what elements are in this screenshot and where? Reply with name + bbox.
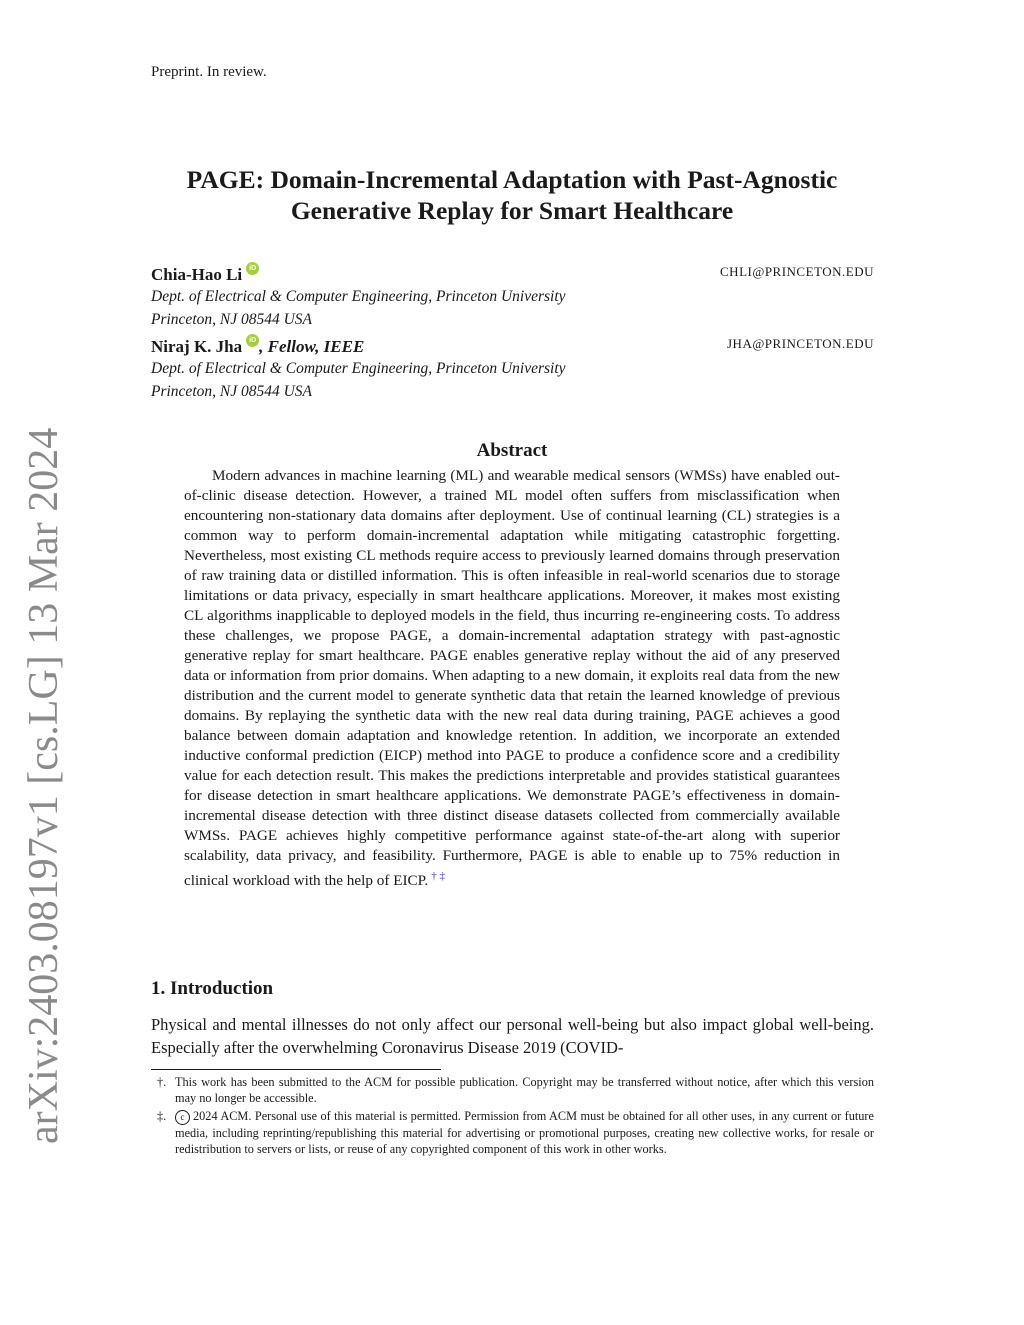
author-1-email[interactable]: CHLI@PRINCETON.EDU [720,264,874,279]
title-line-2: Generative Replay for Smart Healthcare [290,196,734,225]
footnote-1-text: This work has been submitted to the ACM for possible publication. Copyright may be transferred without notice, after which this version may no longer be accessible. [175,1075,874,1105]
author-2 [151,334,874,357]
author-1-affiliation [151,285,566,331]
orcid-icon[interactable]: iD [246,262,259,275]
author-2-title: , Fellow, IEEE [259,337,365,356]
author-2-email[interactable]: JHA@PRINCETON.EDU [727,336,874,351]
author-1 [151,262,874,285]
introduction-body: Physical and mental illnesses do not only affect our personal well-being but also impact global well-being. Especially after the overwhelming Coronavirus Disease 2019 (COVID- [151,1015,874,1057]
preprint-notice: Preprint. In review. [151,64,267,80]
author-2-name: Niraj K. Jha [151,337,243,356]
section-heading-introduction: 1. Introduction [151,978,274,999]
footnote-1 [157,1074,874,1106]
abstract-footnote-marks[interactable]: † ‡ [431,870,445,882]
author-1-affil-dept: Dept. of Electrical & Computer Engineering, Princeton University [151,288,566,305]
abstract-text: Modern advances in machine learning (ML) and wearable medical sensors (WMSs) have enabled out-of-clinic disease detection. However, a trained ML model often suffers from misclassification when encountering non-stationary data domains after deployment. Use of continual learning (CL) strategies is a common way to perform domain-incremental adaptation while mitigating catastrophic forgetting. Nevertheless, most existing CL methods require access to previously learned domains through preservation of raw training data or distilled information. This is often infeasible in real-world scenarios due to storage limitations or data privacy, especially in smart healthcare applications. Moreover, it makes most existing CL algorithms inapplicable to deployed models in the field, thus incurring re-engineering costs. To address these challenges, we propose PAGE, a domain-incremental adaptation strategy with past-agnostic generative replay for smart healthcare. PAGE enables generative replay without the aid of any preserved data or information from prior domains. When adapting to a new domain, it exploits real data from the new distribution and the current model to generate synthetic data that retain the learned knowledge of previous domains. By replaying the synthetic data with the new real data during training, PAGE achieves a good balance between domain adaptation and knowledge retention. In addition, we incorporate an extended inductive conformal prediction (EICP) method into PAGE to produce a confidence score and a credibility value for each detection result. This makes the predictions interpretable and provides statistical guarantees for disease detection in smart healthcare applications. We demonstrate PAGE’s effectiveness in domain-incremental disease detection with three distinct disease datasets collected from commercially available WMSs. PAGE achieves highly competitive performance against state-of-the-art along with superior scalability, data privacy, and feasibility. Furthermore, PAGE is able to enable up to 75% reduction in clinical workload with the help of EICP. [184,467,840,889]
author-2-affil-dept: Dept. of Electrical & Computer Engineering, Princeton University [151,360,566,377]
footnote-2-mark: ‡. [157,1109,167,1123]
footnote-2 [157,1108,874,1157]
author-2-affil-city: Princeton, NJ 08544 USA [151,383,313,400]
abstract-body [184,466,840,891]
paper-title [100,164,924,226]
footnote-2-text: 2024 ACM. Personal use of this material is permitted. Permission from ACM must be obtained for all other uses, in any current or future media, including reprinting/republishing this material for advertising or promotional purposes, creating new collective works, for resale or redistribution to servers or lists, or reuse of any copyrighted component of this work in other works. [175,1109,874,1156]
abstract-heading: Abstract [476,440,548,461]
orcid-icon[interactable]: iD [246,334,259,347]
footnote-1-mark: †. [157,1075,167,1089]
footnote-divider [151,1069,441,1070]
arxiv-identifier: arXiv:2403.08197v1 [cs.LG] 13 Mar 2024 [21,427,67,1144]
title-line-1: PAGE: Domain-Incremental Adaptation with Past-Agnostic [186,165,838,194]
author-1-affil-city: Princeton, NJ 08544 USA [151,311,313,328]
author-1-name: Chia-Hao Li [151,265,243,284]
copyright-icon: c [175,1110,190,1125]
author-2-affiliation [151,357,566,403]
